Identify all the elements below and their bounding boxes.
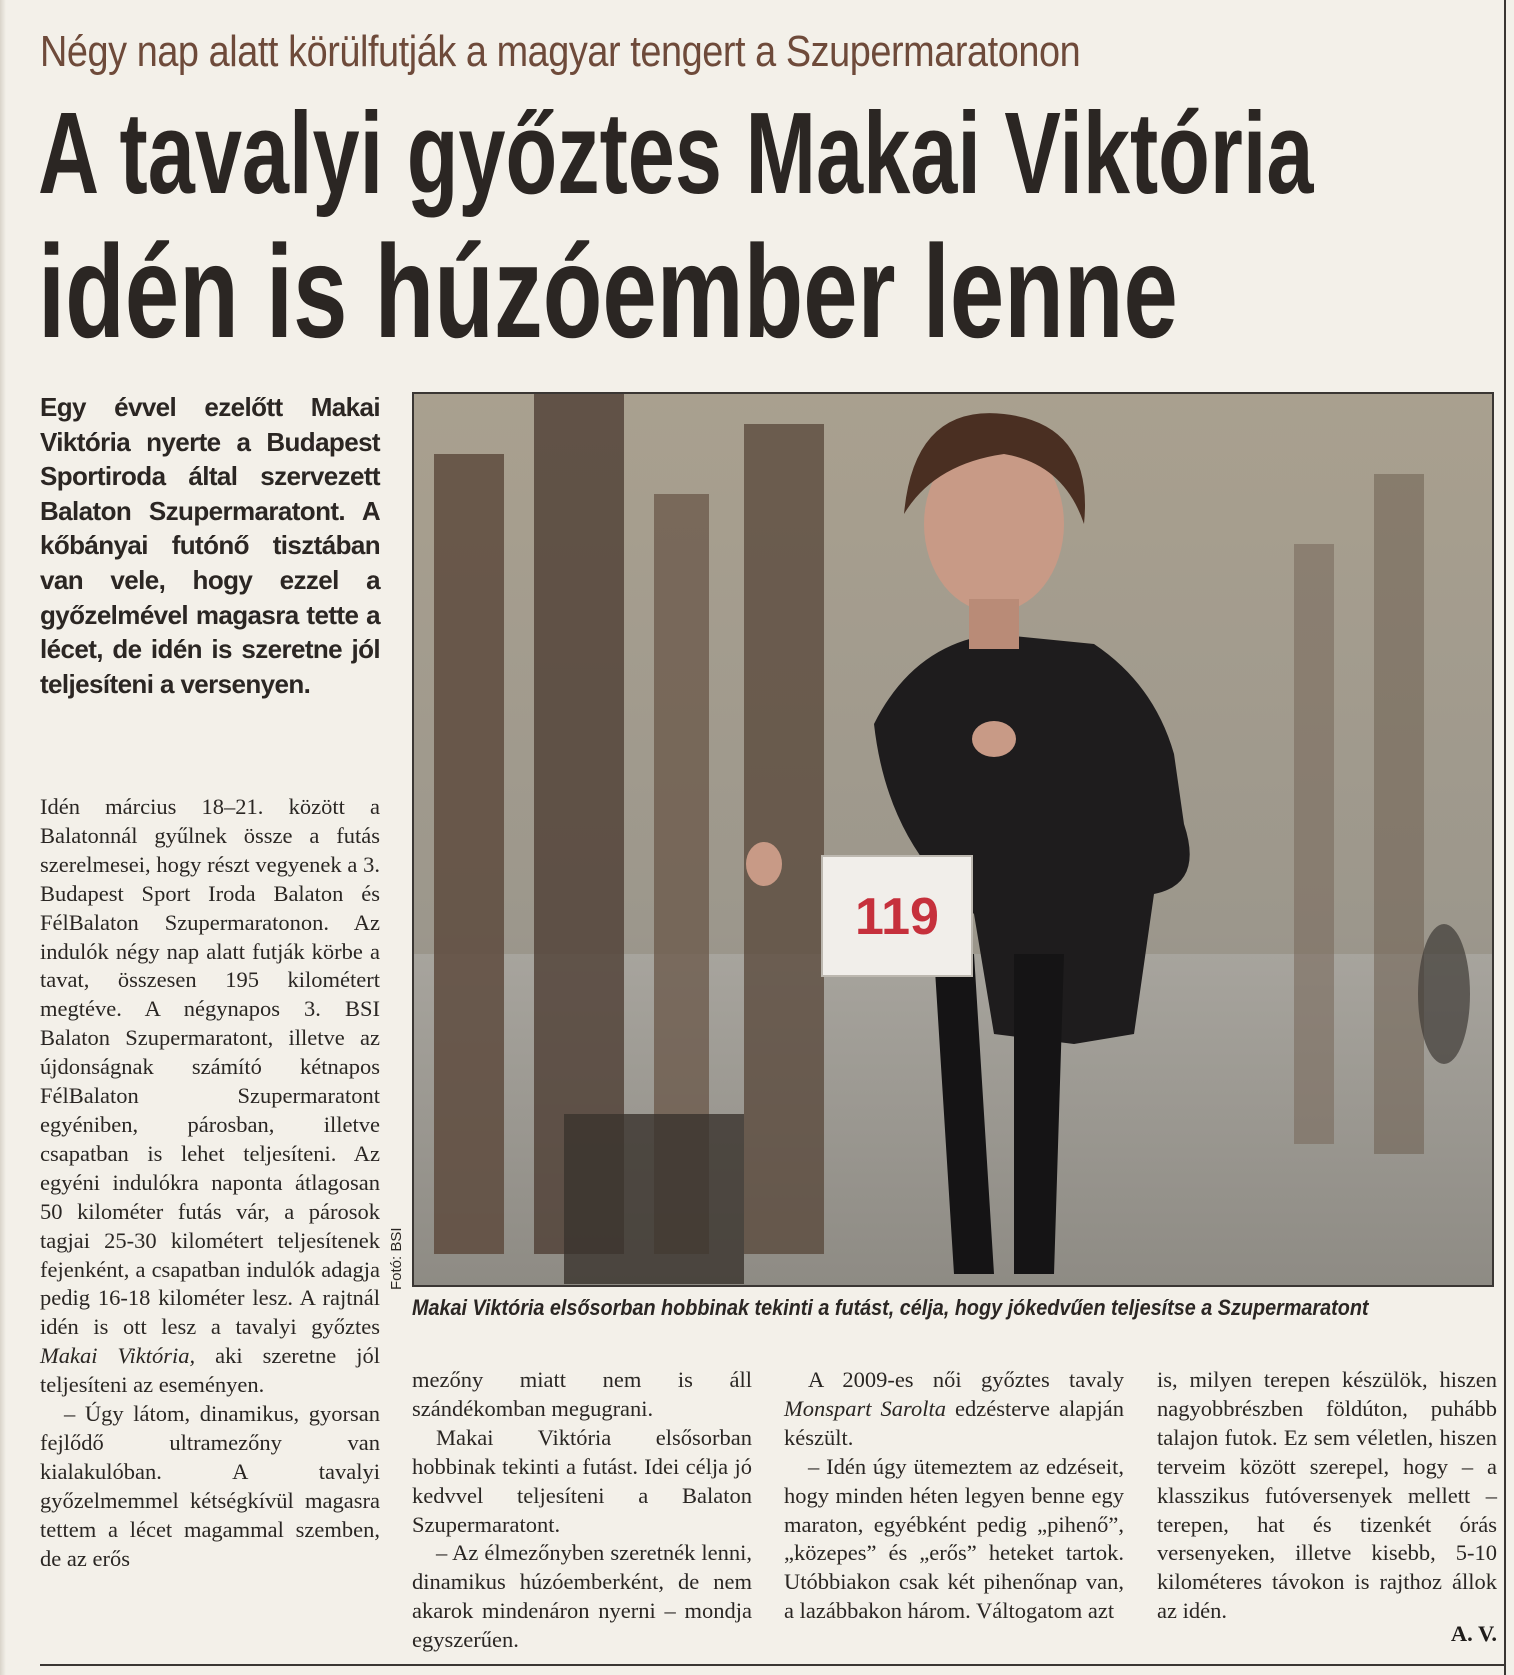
col2-paragraph-3: – Az élmezőnyben szeretnék lenni, dinamikus húzóemberként, de nem akarok mindenáron nyerni – mondja egyszerűen. [412,1540,752,1653]
headline-line-2: idén is húzóember lenne [38,218,1178,365]
person-name: Monspart Sarolta [784,1395,946,1421]
col2-paragraph-2: Makai Viktória elsősorban hobbinak tekinti a futást. Idei célja jó kedvvel teljesíteni a Balaton Szupermaratont. [412,1424,752,1537]
author-initials: A. V. [1450,1621,1497,1646]
col3-paragraph-1: A 2009-es női győztes tavaly Monspart Sarolta edzésterve alapján készült. [784,1367,1124,1450]
column-rule-right [1504,0,1506,1675]
body-column-2 [412,1366,752,1655]
col3-paragraph-2: – Idén úgy ütemeztem az edzéseit, hogy minden héten legyen benne egy maraton, egyébként pedig „pihenő”, „közepes” és „erős” heteket tartok. Utóbbiakon csak két pihenőnap van, a lazábbakon három. Váltogatom azt [784,1453,1124,1624]
col2-paragraph-1: mezőny miatt nem is áll szándékomban megugrani. [412,1367,752,1421]
body-column-3 [784,1366,1124,1626]
bib-number: 119 [855,888,939,946]
article-kicker: Négy nap alatt körülfutják a magyar tengert a Szupermaratonon [40,27,1081,76]
person-name: Makai Viktória, [40,1343,196,1369]
body-column-1 [40,793,380,1573]
page-edge-shadow [0,0,6,1675]
col1-paragraph-1: Idén március 18–21. között a Balatonnál gyűlnek össze a futás szerelmesei, hogy részt vegyenek a 3. Budapest Sport Iroda Balaton és FélBalaton Szupermaratonon. Az indulók négy nap alatt futják körbe a tavat, összesen 195 kilométert megtéve. A négynapos 3. BSI Balaton Szupermaratont, illetve az újdonságnak számító kétnapos FélBalaton Szupermaratont egyéniben, párosban, illetve csapatban is lehet teljesíteni. Az egyéni indulókra naponta átlagosan 50 kilométer futás vár, a párosok tagjai 25-30 kilométert teljesítenek fejenként, a csapatban indulók adagja pedig 16-18 kilométer lesz. A rajtnál idén is ott lesz a tavalyi győztes Makai Viktória, aki szeretne jól teljesíteni az eseményen. [40,794,380,1398]
body-column-4 [1157,1366,1497,1626]
photo-caption: Makai Viktória elsősorban hobbinak tekinti a futást, célja, hogy jókedvűen teljesítse a Szupermaratont [412,1295,1369,1320]
col1-paragraph-2: – Úgy látom, dinamikus, gyorsan fejlődő ultramezőny van kialakulóban. A tavalyi győzelmemmel kétségkívül magasra tettem a lécet magammal szemben, de az erős [40,1401,380,1571]
photo-credit: Fotó: BSI [388,1227,405,1290]
headline-line-1: A tavalyi győztes Makai Viktória [38,88,1314,218]
runner-photo [412,392,1494,1287]
col4-paragraph-1: is, milyen terepen készülök, hiszen nagyobbrészben földúton, puhább talajon futok. Ez sem véletlen, hiszen terveim között szerepel, hogy – a klasszikus futóversenyek mellett – terepen, hat és tizenkét órás versenyeken, illetve kisebb, 5-10 kilométeres távokon is rajthoz állok az idén. [1157,1367,1497,1624]
bottom-rule [40,1664,1504,1666]
article-lead: Egy évvel ezelőtt Makai Viktória nyerte a Budapest Sportiroda által szervezett Balaton Szupermaratont. A kőbányai futónő tisztában van vele, hogy ezzel a győzelmével magasra tette a lécet, de idén is szeretne jól teljesíteni a versenyen. [40,392,380,699]
